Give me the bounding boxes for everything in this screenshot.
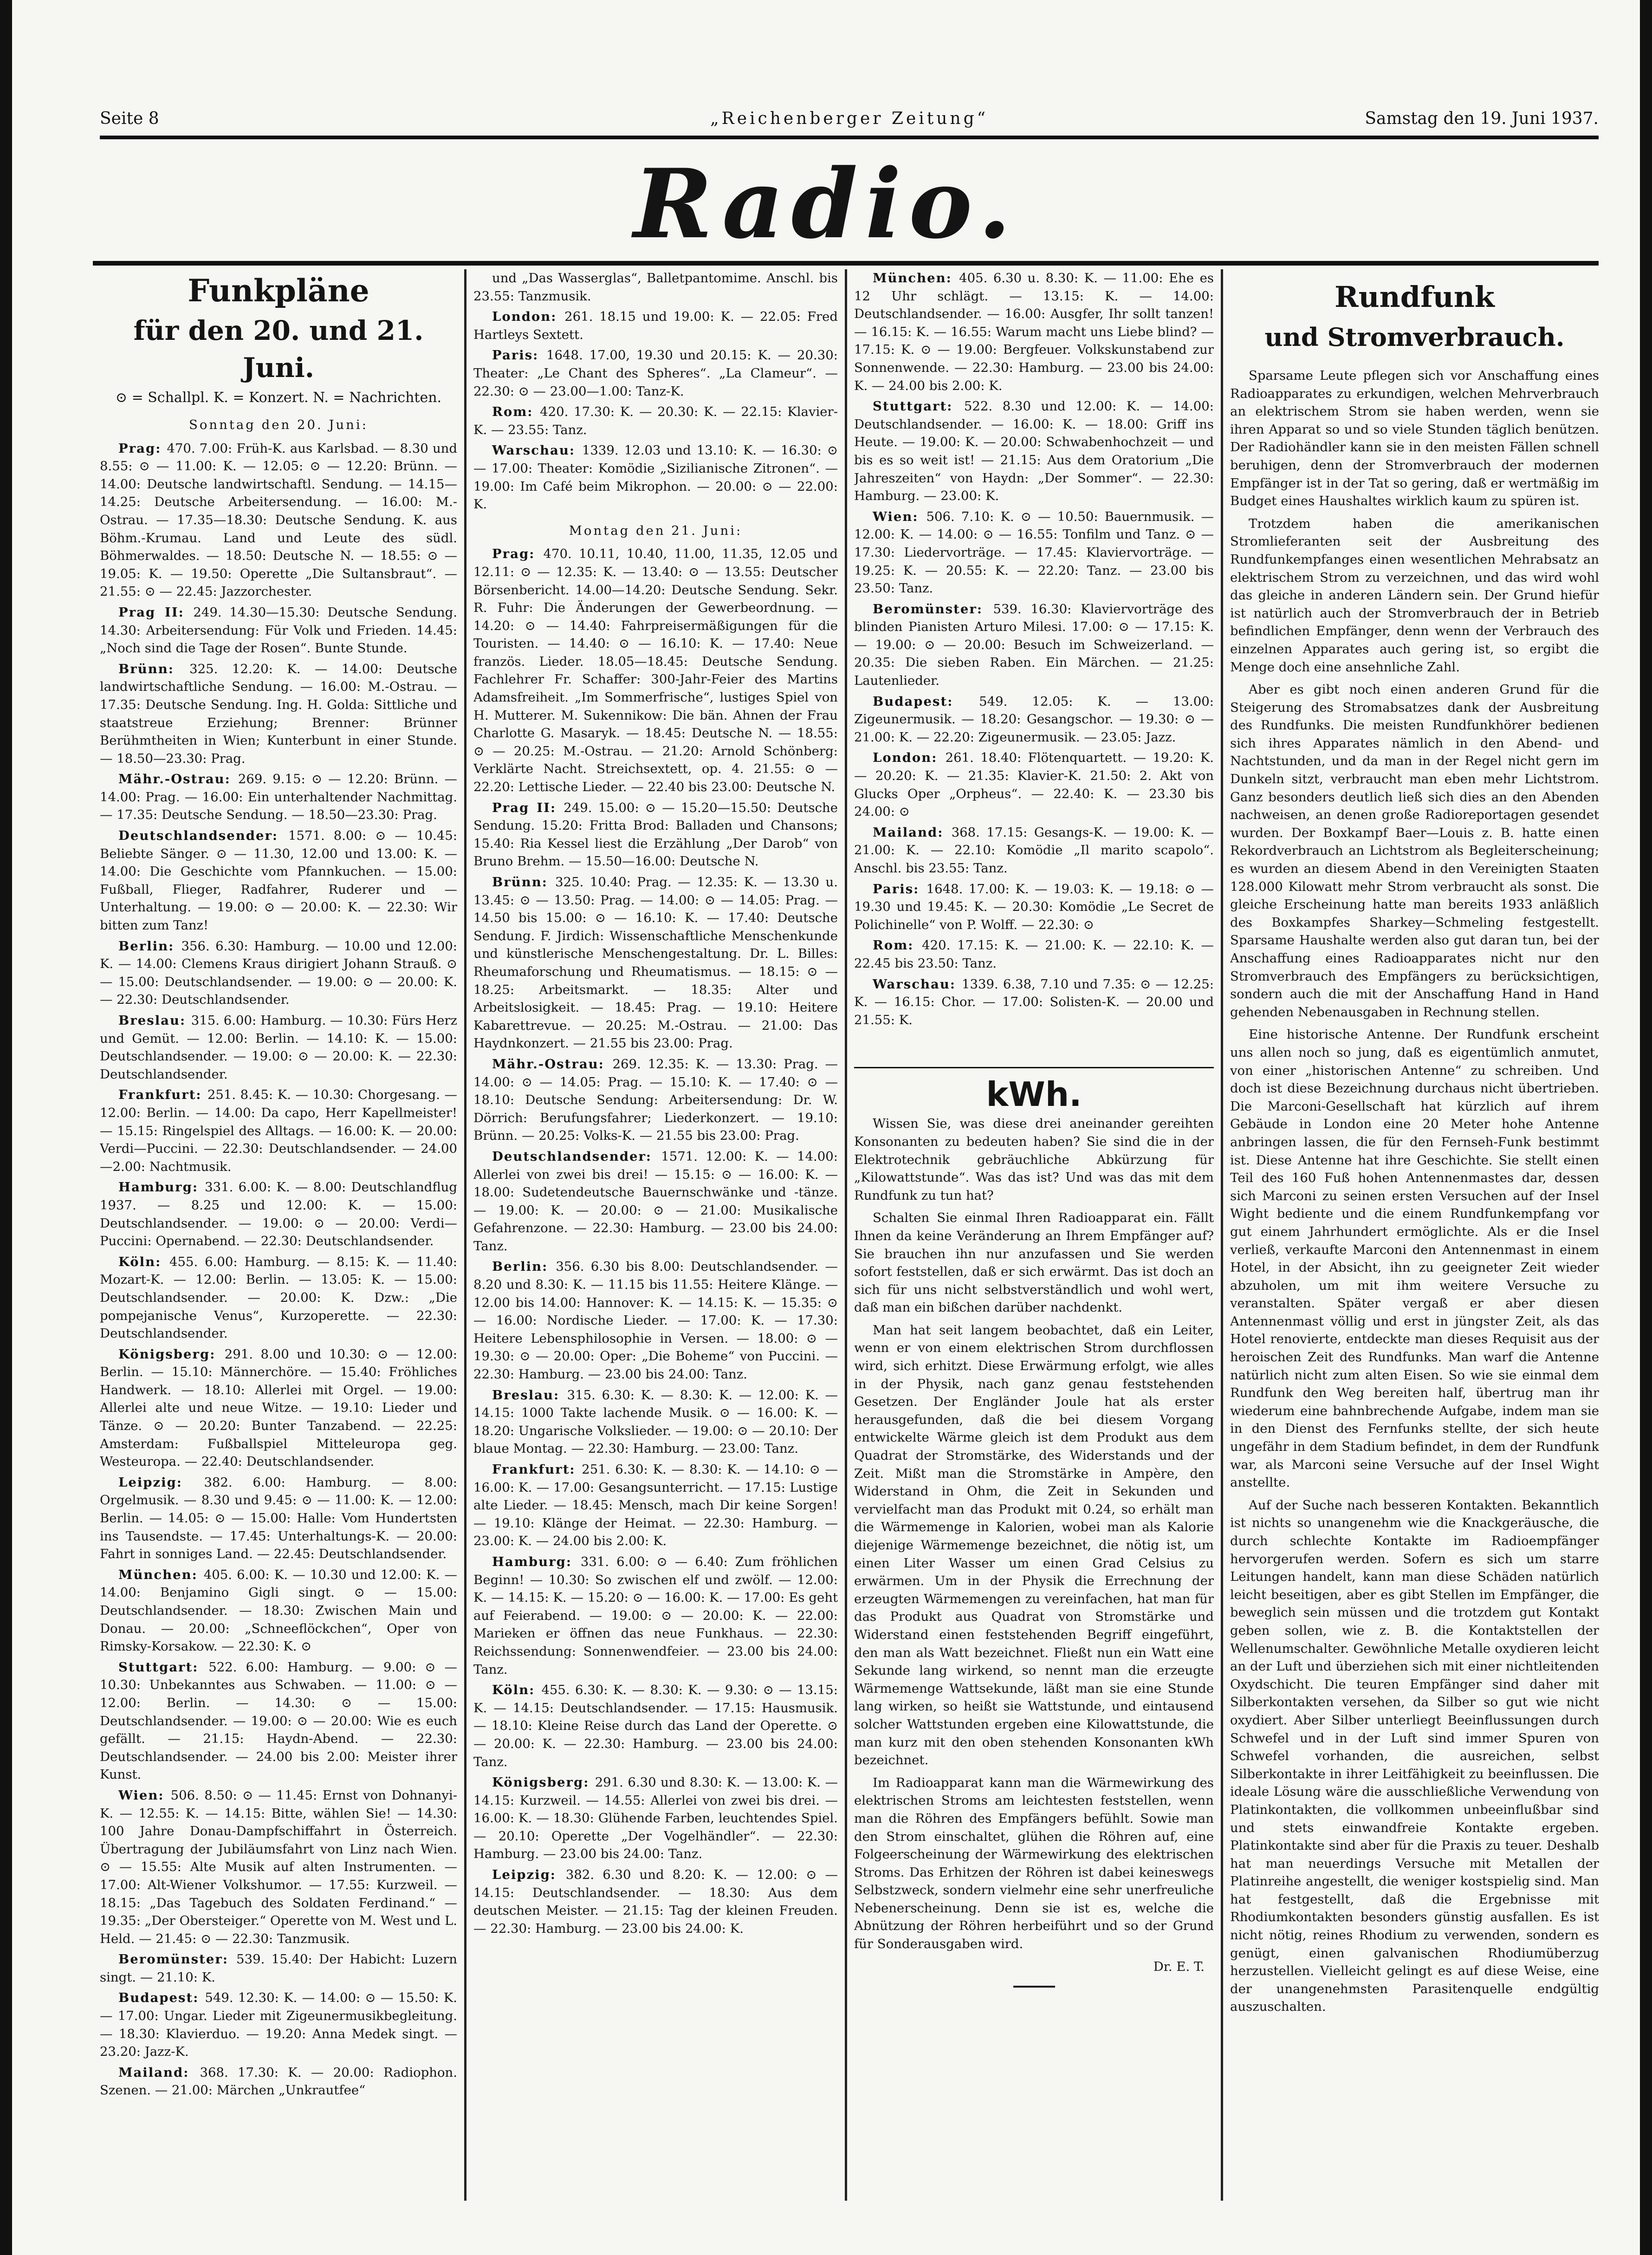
rundfunk-title-1: Rundfunk xyxy=(1335,280,1495,314)
article-paragraph: Wissen Sie, was diese drei aneinander gereihten Konsonanten zu bedeuten haben? Sie sind die in der Elektrotechnik gebräuchliche Abkürzung für „Kilowattstunde“. Was das ist? Und was das mit dem Rundfunk zu tun hat? xyxy=(854,1116,1214,1203)
station-entry xyxy=(100,604,457,657)
newspaper-name: „Reichenberger Zeitung“ xyxy=(710,109,989,128)
station-entry xyxy=(854,508,1214,598)
station-schedule: 1339. 6.38, 7.10 und 7.35: ⊙ — 12.25: K. — 16.15: Chor. — 17.00: Solisten-K. — 20.00 und 21.55: K. xyxy=(854,976,1214,1027)
masthead-rule xyxy=(93,261,1599,266)
station-schedule: 331. 6.00: ⊙ — 6.40: Zum fröhlichen Beginn! — 10.30: So zwischen elf und zwölf. — 12.00: K. — 14.15: K. — 15.20: ⊙ — 16.00: K. — 17.00: Es geht auf Feierabend. — 19.00: ⊙ — 20.00: K. — 22.00: Marieken er öffnen das neue Funkhaus. — 22.30: Reichssendung: Sonnenwendfeier. — 23.00 bis 24.00: Tanz. xyxy=(473,1554,838,1677)
station-entry xyxy=(473,1148,838,1255)
station-entry xyxy=(473,1553,838,1678)
article-paragraph: Aber es gibt noch einen anderen Grund für die Steigerung des Stromabsatzes dank der Ausbreitung des Rundfunks. Die meisten Rundfunkhörer bedienen sich ihres Apparates nämlich in den Abend- und Nachtstunden, und da man in der Regel nicht gern im Dunkeln sitzt, verbraucht man eben mehr Lichtstrom. Ganz besonders deutlich ließ sich dies an den Abenden nachweisen, an denen große Radioreportagen gesendet wurden. Der Boxkampf Baer—Louis z. B. hatte einen Rekordverbrauch an Lichtstrom als Begleiterscheinung; es wurden an diesem Abend in den Vereinigten Staaten 128.000 Kilowatt mehr Strom verbraucht als sonst. Die gleiche Erscheinung hatte man bereits 1933 anläßlich des Boxkampfes Sharkey—Schmeling festgestellt. Sparsame Haushalte werden also gut daran tun, bei der Anschaffung eines Radioapparates nicht nur den Stromverbrauch des Empfängers zu berücksichtigen, sondern auch die mit der Anschaffung Hand in Hand gehenden Nebenausgaben in Rechnung stellen. xyxy=(1230,682,1599,1020)
station-schedule: und „Das Wasserglas“, Balletpantomime. Anschl. bis 23.55: Tanzmusik. xyxy=(473,271,838,304)
monday-program-continued xyxy=(854,269,1214,1029)
station-name: Hamburg: xyxy=(492,1554,581,1569)
station-schedule: 325. 10.40: Prag. — 12.35: K. — 13.30 u. 13.45: ⊙ — 13.50: Prag. — 14.00: ⊙ — 14.05: Prag. — 14.50 bis 15.00: ⊙ — 16.10: K. — 17.40: Deutsche Sendung. F. Jirdich: Wissenschaftliche Menschenkunde und künstlerische Menschengestaltung. Dr. L. Billes: Rheumaforschung und Rheumatismus. — 18.15: ⊙ — 18.25: Arbeitsmarkt. — 18.35: Alter und Arbeitslosigkeit. — 18.45: Prag. — 19.10: Heitere Kabarettrevue. — 20.25: M.-Ostrau. — 21.00: Das Haydnkonzert. — 21.55 bis 23.00: Prag. xyxy=(473,875,838,1051)
station-entry xyxy=(100,1566,457,1656)
station-name: Warschau: xyxy=(873,976,962,992)
station-schedule: 261. 18.15 und 19.00: K. — 22.05: Fred Hartleys Sextett. xyxy=(473,309,838,342)
station-entry xyxy=(100,1658,457,1784)
station-name: Prag II: xyxy=(118,604,194,620)
kwh-signature: Dr. E. T. xyxy=(1153,1959,1205,1974)
station-name: Paris: xyxy=(492,348,547,363)
station-name: Beromünster: xyxy=(873,601,993,617)
station-name: Leipzig: xyxy=(118,1475,204,1490)
station-schedule: 539. 15.40: Der Habicht: Luzern singt. — 21.10: K. xyxy=(100,1952,457,1985)
article-paragraph: Auf der Suche nach besseren Kontakten. Bekanntlich ist nichts so unangenehm wie die Knackgeräusche, die durch schlechte Kontakte im Radioempfänger hervorgerufen werden. Sofern es sich um starre Leitungen handelt, kann man diese Schäden natürlich leicht beseitigen, aber es gibt Stellen im Empfänger, die beweglich sein müssen und die trotzdem gut Kontakt geben sollen, wie z. B. die Kontaktstellen der Wellenumschalter. Gewöhnliche Metalle oxydieren leicht an der Luft und überziehen sich mit einer nichtleitenden Oxydschicht. Die teuren Empfänger sind daher mit Silberkontakten versehen, da Silber so gut wie nicht oxydiert. Aber Silber unterliegt Beeinflussungen durch Schwefel und in der Luft sind immer Spuren von Schwefel vorhanden, die ausreichen, selbst Silberkontakte in ihrer Leitfähigkeit zu beeinflussen. Die ideale Lösung wäre die ausschließliche Verwendung von Platinkontakten, die vollkommen unbeeinflußbar sind und stets einwandfreie Kontakte ergeben. Platinkontakte sind aber für die Praxis zu teuer. Deshalb hat man neuerdings Versuche mit Metallen der Platinreihe angestellt, die weniger kostspielig sind. Man hat festgestellt, daß die Ergebnisse mit Rhodiumkontakten besonders günstig ausfallen. Es ist nicht nötig, reines Rhodium zu verwenden, sondern es genügt, einen galvanischen Rhodiumüberzug herzustellen. Vielleicht gelingt es auf diese Weise, eine der unangenehmsten Parasitenquelle endgültig auszuschalten. xyxy=(1230,1497,1599,2015)
station-schedule: 405. 6.00: K. — 10.30 und 12.00: K. — 14.00: Benjamino Gigli singt. ⊙ — 15.00: Deutschlandsender. — 18.30: Zwischen Main und Donau. — 20.00: „Schneeflöckchen“, Oper von Rimsky-Korsakow. — 22.30: K. ⊙ xyxy=(100,1567,457,1654)
station-name: Frankfurt: xyxy=(118,1087,207,1103)
section-masthead: Radio. xyxy=(633,149,1019,260)
program-title-1: Funkpläne xyxy=(188,273,369,309)
station-schedule: 315. 6.00: Hamburg. — 10.30: Fürs Herz und Gemüt. — 12.00: Berlin. — 14.10: K. — 15.00: Deutschlandsender. — 19.00: ⊙ — 20.00: K. — 22.30: Deutschlandsender. xyxy=(100,1013,457,1082)
station-entry xyxy=(473,1461,838,1550)
station-entry xyxy=(473,1774,838,1863)
rundfunk-column xyxy=(1230,269,1599,2201)
program-column-3 xyxy=(854,269,1214,2201)
column-divider-3 xyxy=(1221,269,1223,2201)
sunday-program-list xyxy=(100,440,457,2099)
kwh-title: kWh. xyxy=(854,1067,1214,1113)
kwh-article xyxy=(854,1067,1214,1988)
station-name: München: xyxy=(873,271,959,286)
station-entry xyxy=(854,600,1214,690)
station-schedule: 539. 16.30: Klaviervorträge des blinden Pianisten Arturo Milesi. 17.00: ⊙ — 17.15: K. — 19.00: ⊙ — 20.00: Besuch im Schweizerland. — 20.35: Die sieben Raben. Ein Märchen. — 21.25: Lautenlieder. xyxy=(854,601,1214,689)
station-name: Mailand: xyxy=(118,2065,200,2080)
station-schedule: 382. 6.00: Hamburg. — 8.00: Orgelmusik. — 8.30 und 9.45: ⊙ — 11.00: K. — 12.00: Berlin. — 14.05: ⊙ — 15.00: Halle: Vom Hundertsten ins Tausendste. — 17.45: Unterhaltungs-K. — 20.00: Fahrt in sonniges Land. — 22.45: Deutschlandsender. xyxy=(100,1475,457,1562)
station-name: Mähr.-Ostrau: xyxy=(492,1056,613,1072)
station-name: London: xyxy=(492,309,565,325)
station-schedule: 1648. 17.00, 19.30 und 20.15: K. — 20.30: Theater: „Le Chant des Spheres“. „La Clameur“. — 22.30: ⊙ — 23.00—1.00: Tanz-K. xyxy=(473,348,838,399)
station-schedule: 249. 15.00: ⊙ — 15.20—15.50: Deutsche Sendung. 15.20: Fritta Brod: Balladen und Chansons; 15.40: Ria Kessel liest die Erzählung „Der Darob“ von Bruno Brehm. — 15.50—16.00: Deutsche N. xyxy=(473,800,838,869)
issue-date: Samstag den 19. Juni 1937. xyxy=(1365,109,1599,128)
station-name: Hamburg: xyxy=(118,1180,205,1195)
station-name: Prag: xyxy=(492,546,544,562)
station-entry xyxy=(473,1866,838,1937)
kwh-body xyxy=(854,1115,1214,1953)
station-schedule: 368. 17.30: K. — 20.00: Radiophon. Szenen. — 21.00: Märchen „Unkrautfee“ xyxy=(100,2065,457,2098)
station-schedule: 1648. 17.00: K. — 19.03: K. — 19.18: ⊙ — 19.30 und 19.45: K. — 20.30: Komödie „Le Secret de Polichinelle“ von P. Wolff. — 22.30: ⊙ xyxy=(854,881,1214,932)
station-schedule: 455. 6.00: Hamburg. — 8.15: K. — 11.40: Mozart-K. — 12.00: Berlin. — 13.05: K. — 15.00: Deutschlandsender. — 20.00: K. Dzw.: „Die pompejanische Venus“, Kurzoperette. — 22.30: Deutschlandsender. xyxy=(100,1254,457,1341)
program-legend: ⊙ = Schallpl. K. = Konzert. N. = Nachrichten. xyxy=(115,390,442,406)
station-entry xyxy=(854,749,1214,820)
scan-edge-right xyxy=(1640,0,1652,2255)
station-entry xyxy=(100,1345,457,1471)
station-name: Deutschlandsender: xyxy=(492,1149,661,1164)
station-schedule: 405. 6.30 u. 8.30: K. — 11.00: Ehe es 12 Uhr schlägt. — 13.15: K. — 14.00: Deutschlandsender. — 16.00: Ausgfer, Ihr sollt tanzen! — 16.15: K. — 16.55: Warum macht uns Liebe blind? — 17.15: K. ⊙ — 19.00: Bergfeuer. Volkskunstabend zur Sonnenwende. — 22.30: Hamburg. — 23.00 bis 24.00: K. — 24.00 bis 2.00: K. xyxy=(854,271,1214,393)
station-name: Beromünster: xyxy=(118,1952,237,1967)
page-number: Seite 8 xyxy=(100,109,159,128)
station-name: Paris: xyxy=(873,881,926,897)
sunday-program-continued xyxy=(473,269,838,513)
station-schedule: 420. 17.30: K. — 20.30: K. — 22.15: Klavier-K. — 23.55: Tanz. xyxy=(473,404,838,437)
station-name: Brünn: xyxy=(492,875,556,890)
rundfunk-title-2: und Stromverbrauch. xyxy=(1264,322,1565,352)
station-name: Prag II: xyxy=(492,800,564,815)
station-entry xyxy=(473,1681,838,1771)
station-name: Rom: xyxy=(873,938,922,953)
station-schedule: 356. 6.30: Hamburg. — 10.00 und 12.00: K. — 14.00: Clemens Kraus dirigiert Johann Strauß. ⊙ — 15.00: Deutschlandsender. — 19.00: ⊙ — 20.00: K. — 22.30: Deutschlandsender. xyxy=(100,938,457,1007)
station-entry xyxy=(473,346,838,400)
station-schedule: 356. 6.30 bis 8.00: Deutschlandsender. — 8.20 und 8.30: K. — 11.15 bis 11.55: Heitere Klänge. — 12.00 bis 14.00: Hannover: K. — 14.15: K. — 15.35: ⊙ — 16.00: Nordische Lieder. — 17.00: K. — 17.30: Heitere Lebensphilosophie in Versen. — 18.00: ⊙ — 19.30: ⊙ — 20.00: Oper: „Die Boheme“ von Puccini. — 22.30: Hamburg. — 23.00 bis 24.00: Tanz. xyxy=(473,1259,838,1382)
station-name: Berlin: xyxy=(492,1259,556,1274)
station-name: Brünn: xyxy=(118,661,190,676)
station-entry xyxy=(854,269,1214,395)
monday-heading: Montag den 21. Juni: xyxy=(569,523,743,538)
sunday-heading: Sonntag den 20. Juni: xyxy=(189,417,368,432)
kwh-spacer xyxy=(854,1032,1214,1064)
station-name: Budapest: xyxy=(118,1990,205,2006)
station-name: Wien: xyxy=(873,509,926,524)
station-entry xyxy=(473,873,838,1053)
article-paragraph: Eine historische Antenne. Der Rundfunk erscheint uns allen noch so jung, daß es eigentümlich anmutet, von einer „historischen Antenne“ zu schreiben. Und doch ist diese Bezeichnung durchaus nicht übertrieben. Die Marconi-Gesellschaft hat kürzlich auf ihrem Gebäude in London eine 20 Meter hohe Antenne anbringen lassen, die für den Fernseh-Funk bestimmt ist. Diese Antenne hat ihre Geschichte. Sie stellt einen Teil des 160 Fuß hohen Antennenmastes dar, dessen sich Marconi zu seinen ersten Versuchen auf der Insel Wight bediente und die einem Rundfunkempfang vor gut einem Jahrhundert ermöglichte. Als er die Insel verließ, verkaufte Marconi den Antennenmast in einem Hotel, in der Absicht, ihn zu geeigneter Zeit wieder abzuholen, um mit ihm weitere Versuche zu veranstalten. Später vergaß er aber diesen Antennenmast völlig und erst in jüngster Zeit, als das Hotel renovierte, entdeckte man dieses Requisit aus der heroischen Zeit des Rundfunks. Man warf die Antenne natürlich nicht zum alten Eisen. So wie sie einmal dem Rundfunk den Weg bereiten half, übertrug man ihr wiederum eine bahnbrechende Aufgabe, indem man sie in den Dienst des Fernfunks stellte, der sich heute ungefähr in dem Stadium befindet, in dem der Rundfunk war, als Marconi seine Versuche auf der Insel Wight anstellte. xyxy=(1230,1027,1599,1490)
station-schedule: 455. 6.30: K. — 8.30: K. — 9.30: ⊙ — 13.15: K. — 14.15: Deutschlandsender. — 17.15: Hausmusik. — 18.10: Kleine Reise durch das Land der Operette. ⊙ — 20.00: K. — 22.30: Hamburg. — 23.00 bis 24.00: Tanz. xyxy=(473,1683,838,1769)
station-entry xyxy=(854,397,1214,505)
article-paragraph: Man hat seit langem beobachtet, daß ein Leiter, wenn er von einem elektrischen Strom durchflossen wird, sich erhitzt. Diese Erwärmung erfolgt, wie alles in der Physik, nach ganz genau feststehenden Gesetzen. Der Engländer Joule hat als erster herausgefunden, daß die bei diesem Vorgang entwickelte Wärme gleich ist dem Produkt aus dem Quadrat der Stromstärke, des Widerstands und der Zeit. Mißt man die Stromstärke in Ampère, den Widerstand in Ohm, die Zeit in Sekunden und vervielfacht man das Produkt mit 0.24, so erhält man die Wärmemenge in Kalorien, wobei man als Kalorie diejenige Wärmemenge bezeichnet, die nötig ist, um einen Liter Wasser um einen Grad Celsius zu erwärmen. Um in der Physik die Errechnung der erzeugten Wärmemengen zu vereinfachen, hat man für das Produkt aus Quadrat von Stromstärke und Widerstand einen feststehenden Begriff eingeführt, den man als Watt bezeichnet. Fließt nun ein Watt eine Sekunde lang wirkend, so nennt man die erzeugte Wärmemenge Wattsekunde, läßt man sie eine Stunde lang wirken, so heißt sie Wattstunde, und eintausend solcher Wattstunden ergeben eine Kilowattstunde, die man kurz mit den oben stehenden Konsonanten kWh bezeichnet. xyxy=(854,1322,1214,1768)
station-name: Köln: xyxy=(118,1254,169,1269)
station-schedule: 522. 8.30 und 12.00: K. — 14.00: Deutschlandsender. — 16.00: K. — 18.00: Griff ins Heute. — 19.00: K. — 20.00: Schwabenhochzeit — und bis es so weit ist! — 21.15: Aus dem Oratorium „Die Jahreszeiten“ von Haydn: „Der Sommer“. — 22.30: Hamburg. — 23.00: K. xyxy=(854,399,1214,504)
column-divider-2 xyxy=(845,269,847,2201)
station-schedule: 368. 17.15: Gesangs-K. — 19.00: K. — 21.00: K. — 22.10: Komödie „Il marito scapolo“. Anschl. bis 23.55: Tanz. xyxy=(854,825,1214,876)
program-column-2 xyxy=(473,269,838,2201)
station-entry xyxy=(473,1258,838,1383)
station-entry xyxy=(100,1253,457,1343)
station-schedule: 325. 12.20: K. — 14.00: Deutsche landwirtschaftliche Sendung. — 16.00: M.-Ostrau. — 17.35: Deutsche Sendung. Ing. H. Golda: Sittliche und staatstreue Erziehung; Brenner: Brünner Berühmtheiten in Wien; Kunterbunt in einer Stunde. — 18.50—23.30: Prag. xyxy=(100,661,457,766)
station-name: Breslau: xyxy=(118,1013,191,1028)
station-name: München: xyxy=(118,1567,204,1582)
station-schedule: 470. 10.11, 10.40, 11.00, 11.35, 12.05 und 12.11: ⊙ — 12.35: K. — 13.40: ⊙ — 13.55: Deutscher Börsenbericht. 14.00—14.20: Deutsche Sendung. Sekr. R. Fuhr: Die Änderungen der Gewerbeordnung. — 14.20: ⊙ — 14.40: Fahrpreisermäßigungen für die Touristen. — 14.40: ⊙ — 16.10: K. — 17.40: Neue französ. Lieder. 18.05—18.45: Deutsche Sendung. Fachlehrer Fr. Schaffer: 300-Jahr-Feier des Martins Adamsfreiheit. „Im Sommerfrische“, lustiges Spiel von H. Mutterer. M. Sukennikow: Die bän. Ahnen der Frau Charlotte G. Masaryk. — 18.45: Deutsche N. — 18.55: ⊙ — 20.25: M.-Ostrau. — 21.20: Arnold Schönberg: Verklärte Nacht. Streichsextett, op. 4. 21.55: ⊙ — 22.20: Lettische Lieder. — 22.40 bis 23.00: Deutsche N. xyxy=(473,546,838,795)
station-entry xyxy=(854,975,1214,1029)
station-schedule: 549. 12.05: K. — 13.00: Zigeunermusik. — 18.20: Gesangschor. — 19.30: ⊙ — 21.00: K. — 22.20: Zigeunermusik. — 23.05: Jazz. xyxy=(854,694,1214,745)
station-name: Prag: xyxy=(118,441,167,456)
station-entry xyxy=(473,799,838,871)
station-schedule: 315. 6.30: K. — 8.30: K. — 12.00: K. — 14.15: 1000 Takte lachende Musik. ⊙ — 16.00: K. — 18.20: Ungarische Volkslieder. — 19.00: ⊙ — 20.10: Der blaue Montag. — 22.30: Hamburg. — 23.00: Tanz. xyxy=(473,1387,838,1456)
article-paragraph: Sparsame Leute pflegen sich vor Anschaffung eines Radioapparates zu erkundigen, welchen Mehrverbrauch an elektrischem Strom sie haben werden, wenn sie ihren Apparat so und so viele Stunden täglich benützen. Der Radiohändler kann sie in den meisten Fällen schnell beruhigen, denn der Stromverbrauch der modernen Empfänger ist in der Tat so gering, daß er wertmäßig im Budget eines Haushaltes wirklich kaum zu spüren ist. xyxy=(1230,368,1599,509)
station-entry xyxy=(100,660,457,768)
station-schedule: 1339. 12.03 und 13.10: K. — 16.30: ⊙ — 17.00: Theater: Komödie „Sizilianische Zitronen“. — 19.00: Im Café beim Mikrophon. — 20.00: ⊙ — 22.00: K. xyxy=(473,443,838,512)
station-name: Rom: xyxy=(492,404,540,420)
station-name: London: xyxy=(873,750,946,766)
station-name: Stuttgart: xyxy=(873,399,964,414)
station-entry xyxy=(473,1386,838,1458)
kwh-end-rule xyxy=(1013,1986,1055,1988)
station-name: Breslau: xyxy=(492,1387,567,1403)
station-entry xyxy=(100,770,457,824)
station-name: Stuttgart: xyxy=(118,1659,209,1675)
scan-edge-left xyxy=(0,0,12,2255)
monday-program-list xyxy=(473,545,838,1937)
station-schedule: 291. 8.00 und 10.30: ⊙ — 12.00: Berlin. — 15.10: Männerchöre. — 15.40: Fröhliches Handwerk. — 18.10: Allerlei mit Orgel. — 19.00: Allerlei alte und neue Witze. — 19.10: Lieder und Tänze. ⊙ — 20.20: Bunter Tanzabend. — 22.25: Amsterdam: Fußballspiel Mitteleuropa geg. Westeuropa. — 22.40: Deutschlandsender. xyxy=(100,1346,457,1469)
station-name: Warschau: xyxy=(492,443,582,458)
station-entry xyxy=(100,937,457,1009)
station-schedule: 506. 8.50: ⊙ — 11.45: Ernst von Dohnanyi-K. — 12.55: K. — 14.15: Bitte, wählen Sie! — 14.30: 100 Jahre Donau-Dampfschiffahrt in Österreich. Übertragung der Jubiläumsfahrt von Linz nach Wien. ⊙ — 15.55: Alte Musik auf alten Instrumenten. — 17.00: Alt-Wiener Volkshumor. — 17.55: Kurzweil. — 18.15: „Das Tagebuch des Soldaten Ferdinand.“ — 19.35: „Der Obersteiger.“ Operette von M. West und L. Held. — 21.45: ⊙ — 22.30: Tanzmusik. xyxy=(100,1787,457,1946)
station-name: Deutschlandsender: xyxy=(118,828,288,844)
station-entry xyxy=(854,824,1214,877)
station-entry xyxy=(473,545,838,796)
station-entry xyxy=(473,308,838,344)
station-entry xyxy=(473,1055,838,1145)
station-entry xyxy=(100,1787,457,1948)
rundfunk-body xyxy=(1230,367,1599,2016)
station-schedule: 249. 14.30—15.30: Deutsche Sendung. 14.30: Arbeitersendung: Für Volk und Frieden. 14.45: „Noch sind die Tage der Rosen“. Bunte Stunde. xyxy=(100,604,457,656)
station-name: Mähr.-Ostrau: xyxy=(118,772,238,787)
station-entry xyxy=(473,442,838,513)
article-paragraph: Schalten Sie einmal Ihren Radioapparat ein. Fällt Ihnen da keine Veränderung an Ihrem Empfänger auf? Sie brauchen ihn nur anzufassen und Sie werden sofort feststellen, daß er sich erwärmt. Das ist doch an sich für uns nicht selbstverständlich und wohl wert, daß man ein bißchen darüber nachdenkt. xyxy=(854,1210,1214,1315)
station-schedule: 549. 12.30: K. — 14.00: ⊙ — 15.50: K. — 17.00: Ungar. Lieder mit Zigeunermusikbegleitung. — 18.30: Klavierduo. — 19.20: Anna Medek singt. — 23.20: Jazz-K. xyxy=(100,1990,457,2060)
station-schedule: 269. 12.35: K. — 13.30: Prag. — 14.00: ⊙ — 14.05: Prag. — 15.10: K. — 17.40: ⊙ — 18.10: Deutsche Sendung: Arbeitersendung: Dr. W. Dörrich: Berufungsfahrer; Liederkonzert. — 19.10: Brünn. — 20.25: Volks-K. — 21.55 bis 23.00: Prag. xyxy=(473,1056,838,1144)
station-schedule: 251. 8.45: K. — 10.30: Chorgesang. — 12.00: Berlin. — 14.00: Da capo, Herr Kapellmeister! — 15.15: Ringelspiel des Alltags. — 16.00: K. — 20.00: Verdi—Puccini. — 22.30: Deutschlandsender. — 24.00—2.00: Nachtmusik. xyxy=(100,1087,457,1174)
station-name: Wien: xyxy=(118,1787,171,1803)
station-entry xyxy=(854,693,1214,747)
station-name: Königsberg: xyxy=(118,1346,225,1362)
article-paragraph: Im Radioapparat kann man die Wärmewirkung des elektrischen Stroms am leichtesten feststellen, wenn man die Röhren des Empfängers befühlt. Sowie man den Strom einschaltet, glühen die Röhren auf, eine Folgeerscheinung der Wärmewirkung des elektrischen Stroms. Das Erhitzen der Röhren ist dabei keineswegs Selbstzweck, sondern vielmehr eine sehr unerfreuliche Nebenerscheinung. Denn sie ist es, welche die Abnützung der Röhren herbeiführt und so der Grund für Sonderausgaben wird. xyxy=(854,1775,1214,1952)
station-name: Budapest: xyxy=(873,694,979,709)
station-entry xyxy=(854,936,1214,972)
station-name: Frankfurt: xyxy=(492,1462,582,1477)
station-schedule: 1571. 12.00: K. — 14.00: Allerlei von zwei bis drei! — 15.15: ⊙ — 16.00: K. — 18.00: Sudetendeutsche Bauernschwänke und -tänze. — 19.00: K. — 20.00: ⊙ — 21.00: Musikalische Gefahrenzone. — 22.30: Hamburg. — 23.00 bis 24.00: Tanz. xyxy=(473,1149,838,1254)
station-entry xyxy=(100,1086,457,1176)
page-header xyxy=(100,104,1599,132)
station-schedule: 522. 6.00: Hamburg. — 9.00: ⊙ — 10.30: Unbekanntes aus Schwaben. — 11.00: ⊙ — 12.00: Berlin. — 14.30: ⊙ — 15.00: Deutschlandsender. — 19.00: ⊙ — 20.00: Wie es euch gefällt. — 21.15: Haydn-Abend. — 22.30: Deutschlandsender. — 24.00 bis 2.00: Meister ihrer Kunst. xyxy=(100,1659,457,1782)
station-name: Königsberg: xyxy=(492,1775,595,1790)
station-name: Köln: xyxy=(492,1683,542,1698)
station-entry xyxy=(854,880,1214,934)
station-schedule: 506. 7.10: K. ⊙ — 10.50: Bauernmusik. — 12.00: K. — 14.00: ⊙ — 16.55: Tonfilm und Tanz. ⊙ — 17.30: Liedervorträge. — 17.45: Klaviervorträge. — 19.25: K. — 20.55: K. — 22.20: Tanz. — 23.00 bis 23.50: Tanz. xyxy=(854,509,1214,596)
station-entry xyxy=(100,1950,457,1986)
station-name: Mailand: xyxy=(873,825,952,840)
station-schedule: 1571. 8.00: ⊙ — 10.45: Beliebte Sänger. ⊙ — 11.30, 12.00 und 13.00: K. — 14.00: Die Geschichte vom Pfannkuchen. — 15.00: Fußball, Flieger, Radfahrer, Ruderer und — Unterhaltung. — 19.00: ⊙ — 20.00: K. — 22.30: Wir bitten zum Tanz! xyxy=(100,828,457,933)
station-schedule: 291. 6.30 und 8.30: K. — 13.00: K. — 14.15: Kurzweil. — 14.55: Allerlei von zwei bis drei. — 16.00: K. — 18.30: Glühende Farben, leuchtendes Spiel. — 20.10: Operette „Der Vogelhändler“. — 22.30: Hamburg. — 23.00 bis 24.00: Tanz. xyxy=(473,1775,838,1862)
station-entry xyxy=(100,1178,457,1250)
station-entry xyxy=(100,1012,457,1083)
station-entry xyxy=(473,269,838,305)
station-entry xyxy=(100,2064,457,2099)
station-schedule: 470. 7.00: Früh-K. aus Karlsbad. — 8.30 und 8.55: ⊙ — 11.00: K. — 12.05: ⊙ — 12.20: Brünn. — 14.00: Deutsche landwirtschaftl. Sendung. — 14.15—14.25: Deutsche Arbeitersendung. — 16.00: M.-Ostrau. — 17.35—18.30: Deutsche Sendung. K. aus Böhm.-Krumau. Land und Leute des südl. Böhmerwaldes. — 18.50: Deutsche N. — 18.55: ⊙ — 19.05: K. — 19.50: Operette „Die Sultansbraut“. — 21.55: ⊙ — 22.45: Jazzorchester. xyxy=(100,441,457,599)
station-entry xyxy=(100,1989,457,2060)
station-name: Leipzig: xyxy=(492,1867,566,1883)
station-entry xyxy=(100,1474,457,1563)
article-paragraph: Trotzdem haben die amerikanischen Stromlieferanten seit der Ausbreitung des Rundfunkempfanges einen wesentlichen Mehrabsatz an elektrischem Strom zu verzeichnen, und das wird wohl das gleiche in anderen Ländern sein. Der Grund hiefür ist natürlich auch der Stromverbrauch der in Betrieb befindlichen Empfänger, denn wenn der Verbrauch des einzelnen Apparates auch gering ist, so ergibt die Menge doch eine ansehnliche Zahl. xyxy=(1230,516,1599,675)
column-divider-1 xyxy=(464,269,466,2201)
program-column-1 xyxy=(100,269,457,2201)
program-title-2: für den 20. und 21. Juni. xyxy=(133,315,424,383)
header-rule xyxy=(100,136,1599,139)
station-entry xyxy=(473,403,838,439)
station-schedule: 420. 17.15: K. — 21.00: K. — 22.10: K. — 22.45 bis 23.50: Tanz. xyxy=(854,938,1214,971)
station-schedule: 261. 18.40: Flötenquartett. — 19.20: K. — 20.20: K. — 21.35: Klavier-K. 21.50: 2. Akt von Glucks Oper „Orpheus“. — 22.40: K. — 23.30 bis 24.00: ⊙ xyxy=(854,750,1214,819)
station-entry xyxy=(100,827,457,935)
station-schedule: 251. 6.30: K. — 8.30: K. — 14.10: ⊙ — 16.00: K. — 17.00: Gesangsunterricht. — 17.15: Lustige alte Lieder. — 18.45: Mensch, mach Dir keine Sorgen! — 19.10: Klänge der Heimat. — 22.30: Hamburg. — 23.00: K. — 24.00 bis 2.00: K. xyxy=(473,1462,838,1549)
station-schedule: 331. 6.00: K. — 8.00: Deutschlandflug 1937. — 8.25 und 12.00: K. — 15.00: Deutschlandsender. — 19.00: ⊙ — 20.00: Verdi—Puccini: Opernabend. — 22.30: Deutschlandsender. xyxy=(100,1180,457,1249)
station-schedule: 269. 9.15: ⊙ — 12.20: Brünn. — 14.00: Prag. — 16.00: Ein unterhaltender Nachmittag. — 17.35: Deutsche Sendung. — 18.50—23.30: Prag. xyxy=(100,772,457,823)
station-name: Berlin: xyxy=(118,938,181,954)
station-entry xyxy=(100,440,457,601)
station-schedule: 382. 6.30 und 8.20: K. — 12.00: ⊙ — 14.15: Deutschlandsender. — 18.30: Aus dem deutschen Meister. — 21.15: Tag der kleinen Freuden. — 22.30: Hamburg. — 23.00 bis 24.00: K. xyxy=(473,1867,838,1936)
